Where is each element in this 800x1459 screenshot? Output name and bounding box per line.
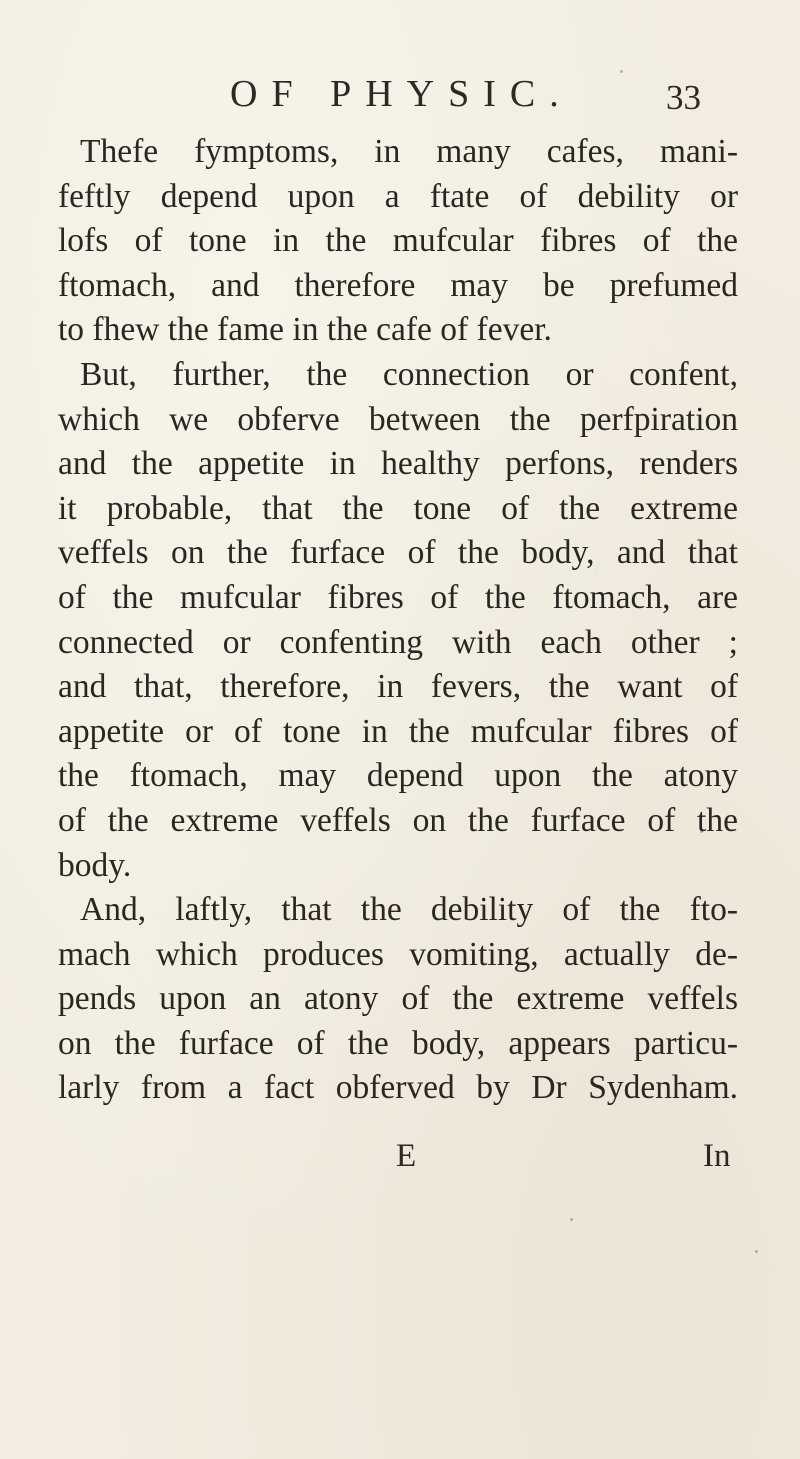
text-line: which we obferve between the perfpiration [58,400,738,438]
text-line: lofs of tone in the mufcular fibres of the [58,222,738,260]
text-line: And, laftly, that the debility of the fto- [80,891,738,929]
running-head: OF PHYSIC. [230,73,573,115]
text-line: it probable, that the tone of the extreme [58,489,738,527]
text-line: and that, therefore, in fevers, the want of [58,668,738,706]
paragraph-2 [58,353,738,888]
text-line: and the appetite in healthy perfons, renders [58,445,738,483]
text-line: Thefe fymptoms, in many cafes, mani- [80,133,738,170]
catchword: In [703,1138,731,1174]
text-line: the ftomach, may depend upon the atony [58,757,738,795]
page-number: 33 [666,78,701,117]
text-line: appetite or of tone in the mufcular fibres of [58,712,738,750]
text-line: ftomach, and therefore may be prefumed [58,266,738,304]
text-line: But, further, the connection or confent, [80,355,738,393]
text-line: connected or confenting with each other ; [58,623,738,661]
paragraph-1 [58,130,738,353]
text-line: larly from a fact obferved by Dr Sydenham. [58,1069,738,1107]
text-line: to fhew the fame in the cafe of fever. [58,311,552,349]
text-line: mach which produces vomiting, actually de- [58,935,738,973]
text-line: of the mufcular fibres of the ftomach, are [58,578,738,616]
paper-speck [755,1250,758,1253]
paper-speck [700,830,703,833]
text-line: feftly depend upon a ftate of debility or [58,177,738,215]
text-line: on the furface of the body, appears particu- [58,1024,738,1062]
body-text [58,130,738,1111]
text-line: pends upon an atony of the extreme veffels [58,980,738,1018]
text-line: of the extreme veffels on the furface of the [58,801,738,839]
text-line: veffels on the furface of the body, and that [58,534,738,572]
text-line: body. [58,846,132,884]
paragraph-3 [58,888,738,1111]
signature-mark: E [396,1138,417,1174]
paper-speck [620,70,623,73]
paper-speck [570,1218,573,1221]
